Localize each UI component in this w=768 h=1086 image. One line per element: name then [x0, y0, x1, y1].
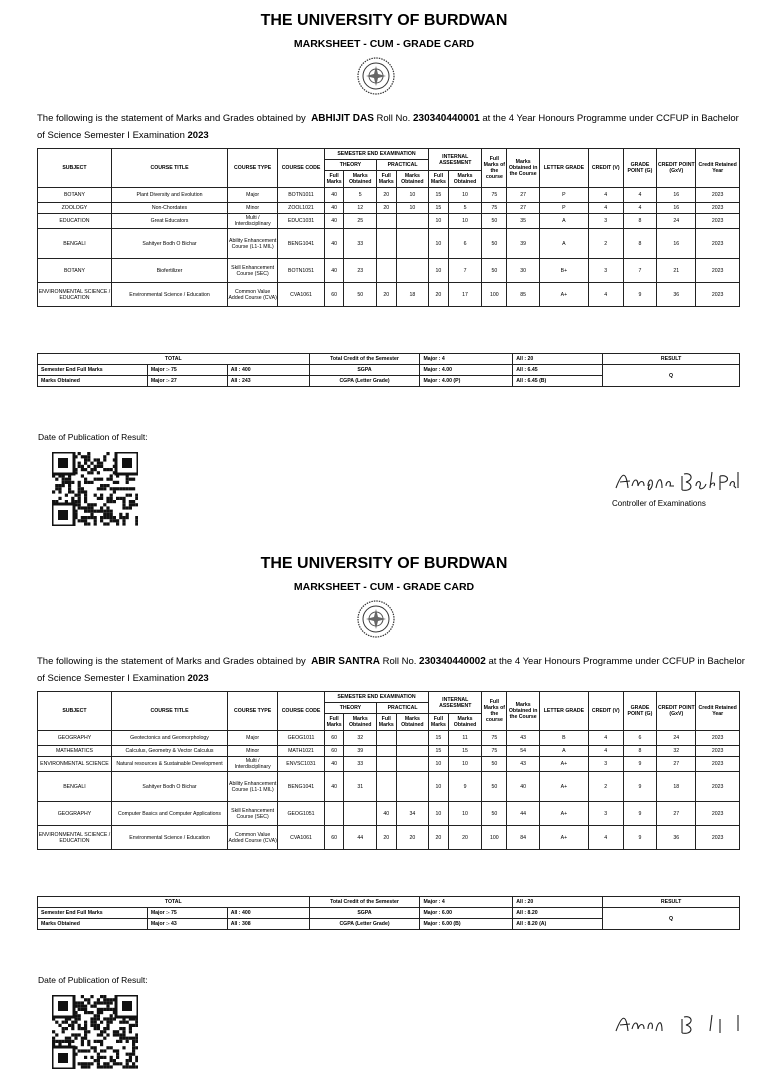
marksheet-subtitle: MARKSHEET - CUM - GRADE CARD [293, 38, 475, 50]
result-value: Q [603, 908, 740, 930]
controller-of-examinations: Controller of Examinations [612, 499, 706, 508]
marksheet-subtitle: MARKSHEET - CUM - GRADE CARD [293, 581, 475, 593]
table-row: GEOGRAPHY Geotectonics and Geomorphology Major GEOG1011 60 32 15 11 75 43 B 4 6 24 2023 [38, 731, 740, 746]
result-value: Q [603, 365, 740, 387]
university-seal-icon [356, 56, 396, 96]
university-seal-icon [356, 599, 396, 639]
marks-table: SUBJECT COURSE TITLE COURSE TYPE COURSE CODE SEMESTER END EXAMINATION INTERNAL ASSESMENT Full Marks of the course Marks Obtained in the Course LETTER GRADE CREDIT (V) GRADE POINT (G) CREDIT POINT (GxV) Credit Retained Year THEORY PRACTICAL Full Marks Marks Obtained Full Marks Marks Obtained Full Marks Marks Obtained BOTANY Plant Diversity and Evolution Major BOTN1011 40 5 20 10 15 10 75 27 P 4 4 16 2023 ZOOLOGY Non-Chordates Minor ZOOL1021 40 12 20 10 15 5 75 27 P 4 4 16 2023 EDUCATION Great Educators Multi / Interdisciplinary EDUC1031 40 25 10 10 50 35 A 3 8 24 2023 BENGALI Sahityer Bodh O Bichar Ability Enhancement Course (L1-1 MIL) BENG1041 40 33 10 6 50 39 A 2 8 16 2023 BOTANY Biofertilizer Skill Enhancement Course (SEC) BOTN1051 40 23 10 7 50 30 B+ 3 7 21 2023 ENVIRONMENTAL SCIENCE / EDUCATION Environmental Science / Education Common Value Added Course (CVA) CVA1061 60 50 20 18 20 17 100 85 A+ 4 9 36 2023 [37, 148, 740, 307]
table-row: ENVIRONMENTAL SCIENCE / EDUCATION Environmental Science / Education Common Value Added Course (CVA) CVA1061 60 44 20 20 20 20 100 84 A+ 4 9 36 2023 [38, 826, 740, 850]
publication-date-label: Date of Publication of Result: [38, 432, 148, 442]
table-row: BOTANY Plant Diversity and Evolution Major BOTN1011 40 5 20 10 15 10 75 27 P 4 4 16 2023 [38, 188, 740, 203]
student-name: ABHIJIT DAS [311, 113, 374, 124]
marks-table: SUBJECT COURSE TITLE COURSE TYPE COURSE CODE SEMESTER END EXAMINATION INTERNAL ASSESMENT Full Marks of the course Marks Obtained in the Course LETTER GRADE CREDIT (V) GRADE POINT (G) CREDIT POINT (GxV) Credit Retained Year THEORY PRACTICAL Full Marks Marks Obtained Full Marks Marks Obtained Full Marks Marks Obtained GEOGRAPHY Geotectonics and Geomorphology Major GEOG1011 60 32 15 11 75 43 B 4 6 24 2023 MATHEMATICS Calculus, Geometry & Vector Calculus Minor MATH1021 60 39 15 15 75 54 A 4 8 32 2023 ENVIRONMENTAL SCIENCE Natural resources & Sustainable Development Multi / Interdisciplinary ENVSC1031 40 33 10 10 50 43 A+ 3 9 27 2023 BENGALI Sahityer Bodh O Bichar Ability Enhancement Course (L1-1 MIL) BENG1041 40 31 10 9 50 40 A+ 2 9 18 2023 GEOGRAPHY Computer Basics and Computer Applications Skill Enhancement Course (SEC) GEOG1051 40 34 10 10 50 44 A+ 3 9 27 2023 ENVIRONMENTAL SCIENCE / EDUCATION Environmental Science / Education Common Value Added Course (CVA) CVA1061 60 44 20 20 20 20 100 84 A+ 4 9 36 2023 [37, 691, 740, 850]
exam-year: 2023 [187, 673, 209, 684]
table-row: MATHEMATICS Calculus, Geometry & Vector Calculus Minor MATH1021 60 39 15 15 75 54 A 4 8 32 2023 [38, 746, 740, 757]
table-row: BENGALI Sahityer Bodh O Bichar Ability Enhancement Course (L1-1 MIL) BENG1041 40 31 10 9 50 40 A+ 2 9 18 2023 [38, 772, 740, 802]
table-row: ZOOLOGY Non-Chordates Minor ZOOL1021 40 12 20 10 15 5 75 27 P 4 4 16 2023 [38, 203, 740, 214]
qr-code-icon [52, 995, 138, 1069]
exam-year: 2023 [187, 130, 209, 141]
table-row: BOTANY Biofertilizer Skill Enhancement Course (SEC) BOTN1051 40 23 10 7 50 30 B+ 3 7 21 2023 [38, 259, 740, 283]
signature-icon [612, 1009, 740, 1039]
roll-number: 230340440002 [419, 656, 486, 667]
publication-date-label: Date of Publication of Result: [38, 975, 148, 985]
qr-code-icon [52, 452, 138, 526]
university-title: THE UNIVERSITY OF BURDWAN [260, 555, 508, 572]
table-row: EDUCATION Great Educators Multi / Interdisciplinary EDUC1031 40 25 10 10 50 35 A 3 8 24 2023 [38, 214, 740, 229]
marksheet-2 [0, 543, 768, 1086]
totals-table: TOTAL Total Credit of the Semester Major : 4 All : 20 RESULT Semester End Full Marks Major :- 75 All : 400 SGPA Major : 4.00 All : 6.45 Q Marks Obtained Major :- 27 All : 243 CGPA (Letter Grade) Major : 4.00 (P) All : 6.45 (B) [37, 353, 740, 387]
statement-intro: The following is the statement of Marks and Grades obtained by ABIR SANTRA Roll No. 230340440002 at the 4 Year Honours Programme under CCFUP in Bachelor of Science Semester I Examination 2023 [37, 656, 745, 684]
table-row: BENGALI Sahityer Bodh O Bichar Ability Enhancement Course (L1-1 MIL) BENG1041 40 33 10 6 50 39 A 2 8 16 2023 [38, 229, 740, 259]
roll-number: 230340440001 [412, 113, 480, 124]
table-row: ENVIRONMENTAL SCIENCE Natural resources & Sustainable Development Multi / Interdisciplinary ENVSC1031 40 33 10 10 50 43 A+ 3 9 27 2023 [38, 757, 740, 772]
signature-icon [612, 466, 740, 496]
totals-table: TOTAL Total Credit of the Semester Major : 4 All : 20 RESULT Semester End Full Marks Major :- 75 All : 400 SGPA Major : 6.00 All : 8.20 Q Marks Obtained Major :- 43 All : 308 CGPA (Letter Grade) Major : 6.00 (B) All : 8.20 (A) [37, 896, 740, 930]
university-title: THE UNIVERSITY OF BURDWAN [260, 12, 508, 29]
table-row: GEOGRAPHY Computer Basics and Computer Applications Skill Enhancement Course (SEC) GEOG1051 40 34 10 10 50 44 A+ 3 9 27 2023 [38, 802, 740, 826]
student-name: ABIR SANTRA [311, 656, 380, 667]
statement-intro: The following is the statement of Marks and Grades obtained by ABHIJIT DAS Roll No. 230340440001 at the 4 Year Honours Programme under CCFUP in Bachelor of Science Semester I Examination 2023 [37, 113, 739, 141]
table-row: ENVIRONMENTAL SCIENCE / EDUCATION Environmental Science / Education Common Value Added Course (CVA) CVA1061 60 50 20 18 20 17 100 85 A+ 4 9 36 2023 [38, 283, 740, 307]
